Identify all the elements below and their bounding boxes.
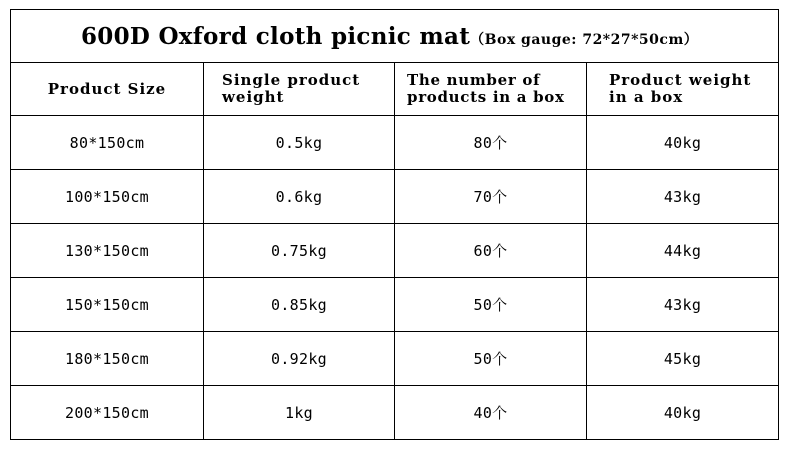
spec-sheet [10,9,778,440]
cell-box-weight: 44kg [587,224,779,278]
table-row [11,332,779,386]
cell-single-weight: 0.6kg [204,170,395,224]
table-row [11,170,779,224]
cell-product-size: 100*150cm [11,170,204,224]
column-header-box-quantity: The number of products in a box [395,63,587,116]
column-header-box-weight: Product weight in a box [587,63,779,116]
table-row [11,224,779,278]
cell-product-size: 130*150cm [11,224,204,278]
table-row [11,278,779,332]
cell-product-size: 180*150cm [11,332,204,386]
cell-single-weight: 0.5kg [204,116,395,170]
cell-product-size: 200*150cm [11,386,204,440]
table-row [11,116,779,170]
cell-box-weight: 45kg [587,332,779,386]
spec-table [10,9,779,440]
cell-box-quantity: 80个 [395,116,587,170]
title-row [11,10,779,63]
cell-single-weight: 1kg [204,386,395,440]
cell-box-quantity: 60个 [395,224,587,278]
cell-single-weight: 0.92kg [204,332,395,386]
cell-box-quantity: 50个 [395,332,587,386]
cell-box-quantity: 70个 [395,170,587,224]
table-row [11,386,779,440]
column-header-product-size: Product Size [11,63,204,116]
cell-box-weight: 40kg [587,386,779,440]
cell-single-weight: 0.85kg [204,278,395,332]
cell-product-size: 80*150cm [11,116,204,170]
table-title [11,10,779,63]
cell-box-weight: 40kg [587,116,779,170]
cell-single-weight: 0.75kg [204,224,395,278]
cell-box-quantity: 40个 [395,386,587,440]
cell-box-weight: 43kg [587,278,779,332]
cell-box-quantity: 50个 [395,278,587,332]
cell-box-weight: 43kg [587,170,779,224]
title-main: 600D Oxford cloth picnic mat [81,22,471,50]
header-row [11,63,779,116]
title-subtitle: （Box gauge: 72*27*50cm） [470,31,699,48]
cell-product-size: 150*150cm [11,278,204,332]
column-header-single-weight: Single product weight [204,63,395,116]
